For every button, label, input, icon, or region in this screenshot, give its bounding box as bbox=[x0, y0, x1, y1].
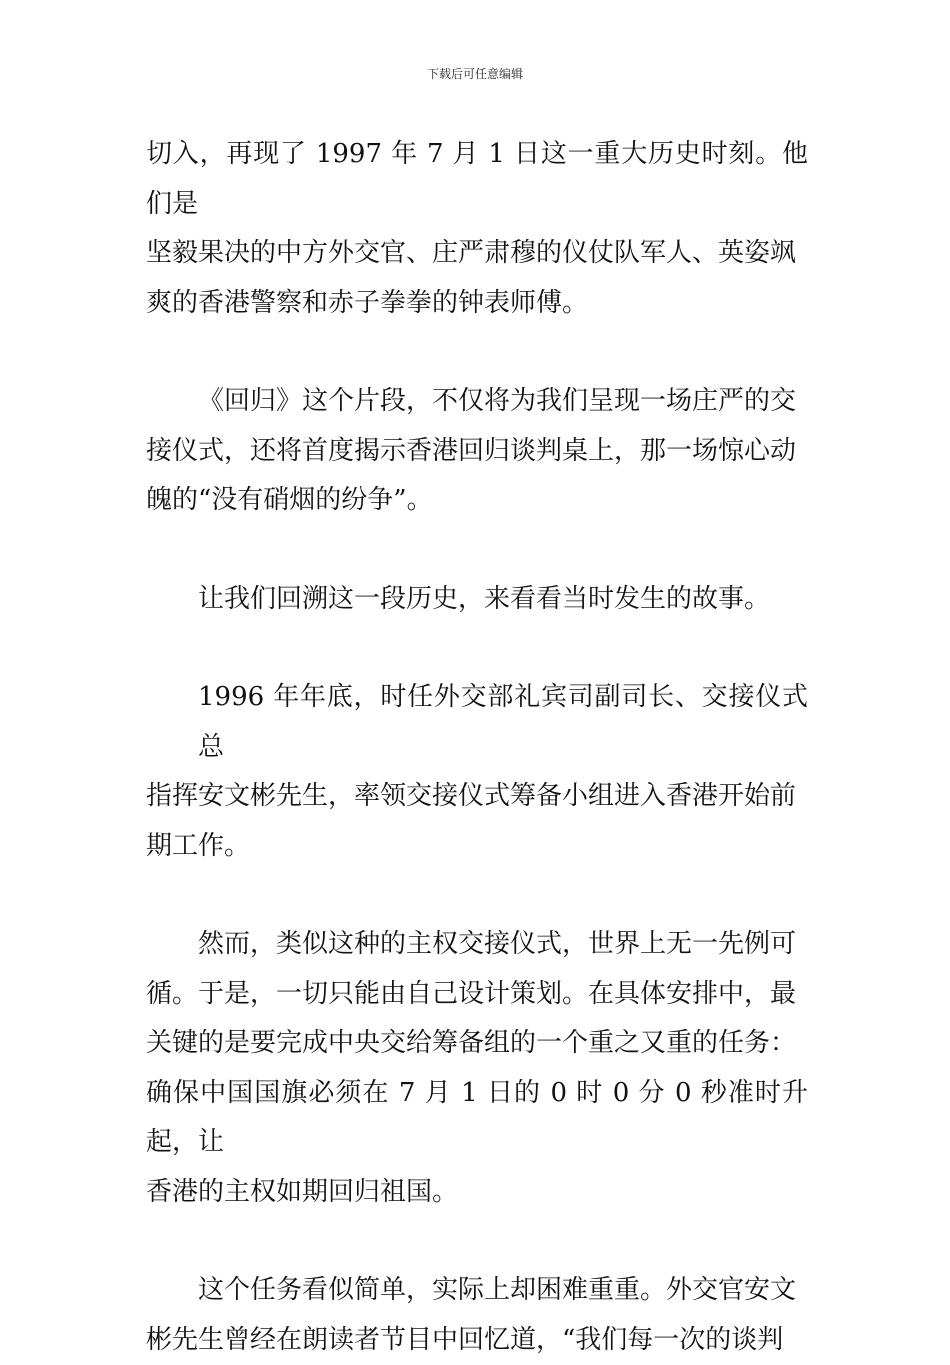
paragraph bbox=[146, 575, 808, 625]
text-line: 确保中国国旗必须在 7 月 1 日的 0 时 0 分 0 秒准时升起，让 bbox=[146, 1069, 808, 1168]
paragraph-spacer bbox=[146, 1217, 808, 1266]
text-line: 指挥安文彬先生，率领交接仪式筹备小组进入香港开始前 bbox=[146, 772, 808, 822]
text-line: 接仪式，还将首度揭示香港回归谈判桌上，那一场惊心动 bbox=[146, 427, 808, 477]
paragraph-spacer bbox=[146, 526, 808, 575]
paragraph-spacer bbox=[146, 624, 808, 673]
text-line: 这个任务看似简单，实际上却困难重重。外交官安文 bbox=[146, 1266, 808, 1316]
document-body bbox=[146, 130, 808, 1365]
text-line: 爽的香港警察和赤子拳拳的钟表师傅。 bbox=[146, 279, 808, 329]
text-line: 让我们回溯这一段历史，来看看当时发生的故事。 bbox=[146, 575, 808, 625]
text-line: 魄的“没有硝烟的纷争”。 bbox=[146, 476, 808, 526]
paragraph bbox=[146, 377, 808, 526]
text-line: 期工作。 bbox=[146, 822, 808, 872]
text-line: 关键的是要完成中央交给筹备组的一个重之又重的任务： bbox=[146, 1019, 808, 1069]
text-line: 切入，再现了 1997 年 7 月 1 日这一重大历史时刻。他们是 bbox=[146, 130, 808, 229]
text-line: 1996 年年底，时任外交部礼宾司副司长、交接仪式总 bbox=[146, 673, 808, 772]
paragraph bbox=[146, 1266, 808, 1365]
text-line: 《回归》这个片段，不仅将为我们呈现一场庄严的交 bbox=[146, 377, 808, 427]
paragraph-spacer bbox=[146, 328, 808, 377]
paragraph bbox=[146, 673, 808, 871]
paragraph bbox=[146, 920, 808, 1217]
text-line: 坚毅果决的中方外交官、庄严肃穆的仪仗队军人、英姿飒 bbox=[146, 229, 808, 279]
paragraph-spacer bbox=[146, 871, 808, 920]
text-line: 香港的主权如期回归祖国。 bbox=[146, 1168, 808, 1218]
page-header: 下载后可任意编辑 bbox=[0, 66, 950, 82]
paragraph bbox=[146, 130, 808, 328]
text-line: 彬先生曾经在朗读者节目中回忆道，“我们每一次的谈判 bbox=[146, 1316, 808, 1365]
text-line: 循。于是，一切只能由自己设计策划。在具体安排中，最 bbox=[146, 970, 808, 1020]
text-line: 然而，类似这种的主权交接仪式，世界上无一先例可 bbox=[146, 920, 808, 970]
